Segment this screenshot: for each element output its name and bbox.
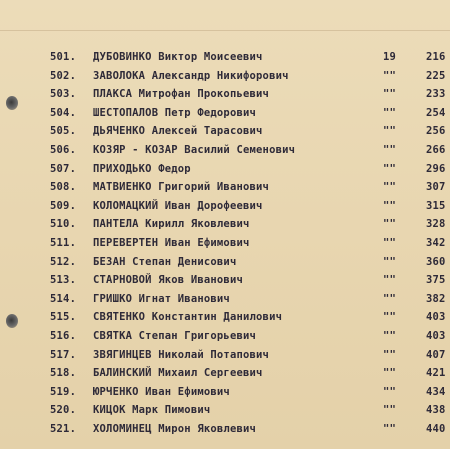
row-code: 266	[426, 143, 446, 156]
row-number: 520.	[50, 404, 77, 417]
person-name: ГРИШКО Игнат Иванович	[93, 292, 230, 305]
person-name: ЮРЧЕНКО Иван Ефимович	[93, 385, 230, 398]
person-name: ПЛАКСА Митрофан Прокопьевич	[93, 88, 270, 101]
list-row	[0, 215, 450, 234]
row-code: 382	[426, 292, 446, 305]
row-number: 513.	[50, 274, 77, 287]
list-row	[0, 253, 450, 272]
person-name: ПЕРЕВЕРТЕН Иван Ефимович	[93, 236, 250, 249]
row-year: ""	[383, 106, 397, 119]
name-list	[0, 48, 450, 438]
row-code: 328	[426, 218, 446, 231]
list-row	[0, 327, 450, 346]
row-number: 502.	[50, 69, 77, 82]
row-year: ""	[383, 69, 397, 82]
list-row	[0, 178, 450, 197]
person-name: ЗВЯГИНЦЕВ Николай Потапович	[93, 348, 270, 361]
row-code: 375	[426, 274, 446, 287]
row-year: ""	[383, 236, 397, 249]
person-name: ПАНТЕЛА Кирилл Яковлевич	[93, 218, 250, 231]
row-year: ""	[383, 218, 397, 231]
list-row	[0, 383, 450, 402]
row-number: 501.	[50, 51, 77, 63]
row-year: ""	[383, 125, 397, 138]
paper-fold-line	[0, 30, 450, 31]
list-row	[0, 122, 450, 141]
row-year: ""	[383, 404, 397, 417]
list-row	[0, 401, 450, 420]
row-year: ""	[383, 199, 397, 212]
row-code: 225	[426, 69, 446, 82]
row-number: 514.	[50, 292, 77, 305]
person-name: МАТВИЕНКО Григорий Иванович	[93, 181, 270, 194]
person-name: БАЛИНСКИЙ Михаил Сергеевич	[93, 367, 263, 380]
row-number: 521.	[50, 422, 77, 435]
row-number: 518.	[50, 367, 77, 380]
row-code: 403	[426, 311, 446, 324]
list-row	[0, 308, 450, 327]
row-year: ""	[383, 311, 397, 324]
row-year: ""	[383, 143, 397, 156]
row-number: 519.	[50, 385, 77, 398]
row-code: 254	[426, 106, 446, 119]
row-year: ""	[383, 162, 397, 175]
row-code: 296	[426, 162, 446, 175]
person-name: СВЯТКА Степан Григорьевич	[93, 329, 257, 342]
row-year: ""	[383, 422, 397, 435]
row-year: ""	[383, 367, 397, 380]
list-row	[0, 271, 450, 290]
row-number: 505.	[50, 125, 77, 138]
row-year: ""	[383, 181, 397, 194]
person-name: ДУБОВИНКО Виктор Моисеевич	[93, 51, 263, 63]
row-code: 421	[426, 367, 446, 380]
row-code: 233	[426, 88, 446, 101]
person-name: ПРИХОДЬКО Федор	[93, 162, 191, 175]
row-number: 511.	[50, 236, 77, 249]
row-year: ""	[383, 274, 397, 287]
row-year: ""	[383, 255, 397, 268]
row-code: 407	[426, 348, 446, 361]
row-number: 506.	[50, 143, 77, 156]
row-code: 342	[426, 236, 446, 249]
list-row	[0, 234, 450, 253]
list-row	[0, 364, 450, 383]
row-code: 438	[426, 404, 446, 417]
list-row	[0, 67, 450, 86]
row-number: 504.	[50, 106, 77, 119]
row-number: 507.	[50, 162, 77, 175]
person-name: КИЦОК Марк Пимович	[93, 404, 211, 417]
row-year: ""	[383, 292, 397, 305]
row-year: ""	[383, 348, 397, 361]
row-number: 516.	[50, 329, 77, 342]
person-name: ЗАВОЛОКА Александр Никифорович	[93, 69, 289, 82]
row-code: 403	[426, 329, 446, 342]
person-name: СВЯТЕНКО Константин Данилович	[93, 311, 283, 324]
row-code: 256	[426, 125, 446, 138]
list-row	[0, 160, 450, 179]
person-name: ШЕСТОПАЛОВ Петр Федорович	[93, 106, 257, 119]
row-year: 19	[383, 51, 397, 63]
row-year: ""	[383, 385, 397, 398]
row-code: 440	[426, 422, 446, 435]
person-name: ДЬЯЧЕНКО Алексей Тарасович	[93, 125, 263, 138]
row-code: 315	[426, 199, 446, 212]
list-row	[0, 197, 450, 216]
row-number: 512.	[50, 255, 77, 268]
person-name: КОЗЯР - КОЗАР Василий Семенович	[93, 143, 296, 156]
row-number: 508.	[50, 181, 77, 194]
row-year: ""	[383, 88, 397, 101]
list-row	[0, 346, 450, 365]
person-name: БЕЗАН Степан Денисович	[93, 255, 237, 268]
person-name: СТАРНОВОЙ Яков Иванович	[93, 274, 243, 287]
list-row	[0, 290, 450, 309]
row-number: 515.	[50, 311, 77, 324]
list-row	[0, 420, 450, 439]
row-number: 517.	[50, 348, 77, 361]
row-code: 360	[426, 255, 446, 268]
list-row	[0, 104, 450, 123]
person-name: КОЛОМАЦКИЙ Иван Дорофеевич	[93, 199, 263, 212]
list-row	[0, 48, 450, 67]
row-number: 503.	[50, 88, 77, 101]
row-code: 216	[426, 51, 446, 63]
list-row	[0, 141, 450, 160]
row-number: 509.	[50, 199, 77, 212]
row-year: ""	[383, 329, 397, 342]
row-code: 307	[426, 181, 446, 194]
person-name: ХОЛОМИНЕЦ Мирон Яковлевич	[93, 422, 257, 435]
row-number: 510.	[50, 218, 77, 231]
row-code: 434	[426, 385, 446, 398]
list-row	[0, 85, 450, 104]
